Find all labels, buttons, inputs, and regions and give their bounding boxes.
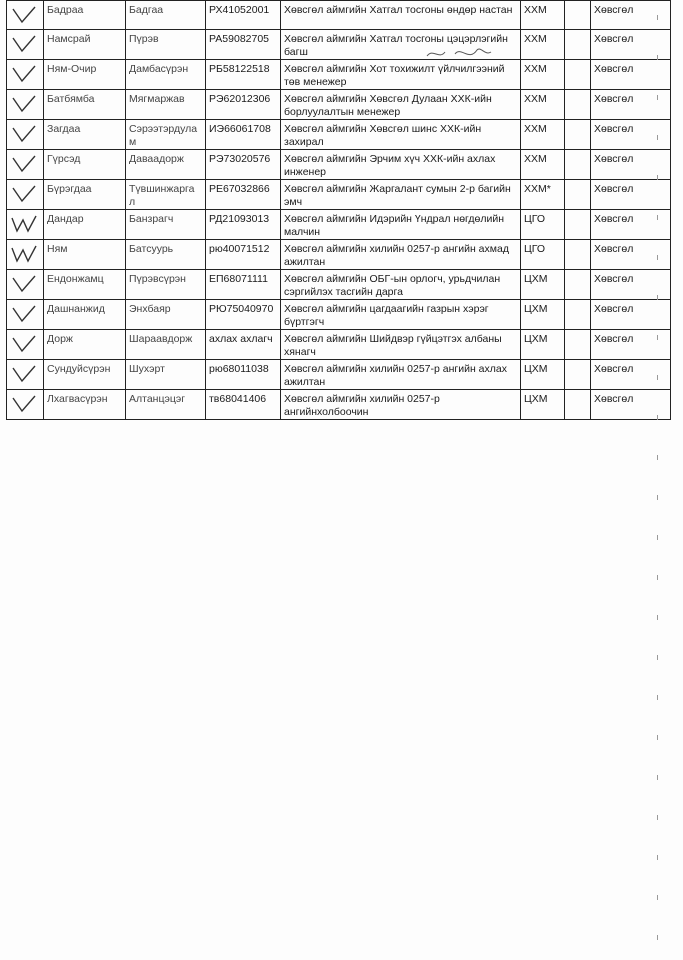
table-row: [7, 390, 671, 420]
check-mark-icon: [7, 390, 44, 420]
party-cell: ХХМ: [521, 30, 565, 60]
party-cell: ХХМ: [521, 60, 565, 90]
check-mark-icon: [7, 180, 44, 210]
registration-cell: РД21093013: [206, 210, 281, 240]
given-name-cell: Сэрээтэрдула м: [126, 120, 206, 150]
empty-cell: [565, 1, 591, 30]
surname-cell: Сундуйсүрэн: [44, 360, 126, 390]
party-cell: ХХМ: [521, 90, 565, 120]
table-row: [7, 240, 671, 270]
registration-cell: рю40071512: [206, 240, 281, 270]
table-row: [7, 180, 671, 210]
table-row: [7, 120, 671, 150]
empty-cell: [565, 210, 591, 240]
given-name-cell: Мягмаржав: [126, 90, 206, 120]
surname-cell: Ням-Очир: [44, 60, 126, 90]
registration-cell: рю68011038: [206, 360, 281, 390]
description-cell: Хөвсгөл аймгийн Хот тохижилт үйлчилгээний төв менежер: [281, 60, 521, 90]
table-row: [7, 90, 671, 120]
surname-cell: Дандар: [44, 210, 126, 240]
surname-cell: Загдаа: [44, 120, 126, 150]
surname-cell: Батбямба: [44, 90, 126, 120]
region-cell: Хөвсгөл: [591, 210, 671, 240]
description-cell: Хөвсгөл аймгийн Идэрийн Үндрал нөгдөлийн малчин: [281, 210, 521, 240]
registration-cell: РЭ73020576: [206, 150, 281, 180]
region-cell: Хөвсгөл: [591, 150, 671, 180]
surname-cell: Дорж: [44, 330, 126, 360]
surname-cell: Ендонжамц: [44, 270, 126, 300]
given-name-cell: Даваадорж: [126, 150, 206, 180]
page-edge-marks: [655, 15, 663, 945]
table-row: [7, 30, 671, 60]
handwritten-scribble: [425, 44, 495, 64]
given-name-cell: Пүрэвсүрэн: [126, 270, 206, 300]
party-cell: ХХМ: [521, 1, 565, 30]
party-cell: ЦХМ: [521, 360, 565, 390]
region-cell: Хөвсгөл: [591, 1, 671, 30]
check-mark-icon: [7, 30, 44, 60]
registration-cell: РХ41052001: [206, 1, 281, 30]
given-name-cell: Шухэрт: [126, 360, 206, 390]
empty-cell: [565, 240, 591, 270]
region-cell: Хөвсгөл: [591, 330, 671, 360]
check-mark-icon: [7, 210, 44, 240]
surname-cell: Бадраа: [44, 1, 126, 30]
given-name-cell: Энхбаяр: [126, 300, 206, 330]
region-cell: Хөвсгөл: [591, 390, 671, 420]
registration-cell: РЮ75040970: [206, 300, 281, 330]
check-mark-icon: [7, 90, 44, 120]
description-cell: Хөвсгөл аймгийн Хөвсгөл шинс ХХК-ийн захирал: [281, 120, 521, 150]
party-cell: ХХМ*: [521, 180, 565, 210]
given-name-cell: Түвшинжарга л: [126, 180, 206, 210]
description-cell: Хөвсгөл аймгийн цагдаагийн газрын хэрэг бүртгэгч: [281, 300, 521, 330]
table-row: [7, 330, 671, 360]
registration-cell: РЭ62012306: [206, 90, 281, 120]
check-mark-icon: [7, 300, 44, 330]
empty-cell: [565, 30, 591, 60]
description-cell: Хөвсгөл аймгийн Жаргалант сумын 2-р багийн эмч: [281, 180, 521, 210]
check-mark-icon: [7, 60, 44, 90]
registration-cell: РБ58122518: [206, 60, 281, 90]
given-name-cell: Дамбасүрэн: [126, 60, 206, 90]
empty-cell: [565, 90, 591, 120]
registration-cell: РА59082705: [206, 30, 281, 60]
check-mark-icon: [7, 1, 44, 30]
region-cell: Хөвсгөл: [591, 240, 671, 270]
region-cell: Хөвсгөл: [591, 300, 671, 330]
check-mark-icon: [7, 360, 44, 390]
table-row: [7, 1, 671, 30]
empty-cell: [565, 60, 591, 90]
description-cell: Хөвсгөл аймгийн хилийн 0257-р ангийн ахмад ажилтан: [281, 240, 521, 270]
description-cell: Хөвсгөл аймгийн Хөвсгөл Дулаан ХХК-ийн борлуулалтын менежер: [281, 90, 521, 120]
candidate-table: [6, 0, 671, 420]
registration-cell: ахлах ахлагч: [206, 330, 281, 360]
empty-cell: [565, 180, 591, 210]
surname-cell: Бүрэгдаа: [44, 180, 126, 210]
empty-cell: [565, 390, 591, 420]
party-cell: ЦГО: [521, 210, 565, 240]
given-name-cell: Пүрэв: [126, 30, 206, 60]
description-cell: Хөвсгөл аймгийн Хатгал тосгоны өндөр настан: [281, 1, 521, 30]
registration-cell: ИЭ66061708: [206, 120, 281, 150]
region-cell: Хөвсгөл: [591, 270, 671, 300]
check-mark-icon: [7, 120, 44, 150]
description-cell: Хөвсгөл аймгийн хилийн 0257-р ангийн ахлах ажилтан: [281, 360, 521, 390]
registration-cell: тв68041406: [206, 390, 281, 420]
party-cell: ЦГО: [521, 240, 565, 270]
table-row: [7, 300, 671, 330]
registration-cell: ЕП68071111: [206, 270, 281, 300]
party-cell: ЦХМ: [521, 330, 565, 360]
region-cell: Хөвсгөл: [591, 120, 671, 150]
party-cell: ЦХМ: [521, 300, 565, 330]
table-body: [7, 1, 671, 420]
check-mark-icon: [7, 240, 44, 270]
check-mark-icon: [7, 330, 44, 360]
region-cell: Хөвсгөл: [591, 180, 671, 210]
region-cell: Хөвсгөл: [591, 90, 671, 120]
registration-cell: РЕ67032866: [206, 180, 281, 210]
surname-cell: Ням: [44, 240, 126, 270]
given-name-cell: Банзрагч: [126, 210, 206, 240]
party-cell: ХХМ: [521, 120, 565, 150]
check-mark-icon: [7, 270, 44, 300]
party-cell: ЦХМ: [521, 270, 565, 300]
description-cell: Хөвсгөл аймгийн ОБГ-ын орлогч, урьдчилан сэргийлэх тасгийн дарга: [281, 270, 521, 300]
party-cell: ХХМ: [521, 150, 565, 180]
empty-cell: [565, 120, 591, 150]
given-name-cell: Бадгаа: [126, 1, 206, 30]
empty-cell: [565, 270, 591, 300]
surname-cell: Лхагвасүрэн: [44, 390, 126, 420]
check-mark-icon: [7, 150, 44, 180]
empty-cell: [565, 360, 591, 390]
surname-cell: Намсрай: [44, 30, 126, 60]
region-cell: Хөвсгөл: [591, 360, 671, 390]
empty-cell: [565, 330, 591, 360]
description-cell: Хөвсгөл аймгийн Хатгал тосгоны цэцэрлэгийн багш: [281, 30, 521, 60]
description-cell: Хөвсгөл аймгийн хилийн 0257-р ангийнхолбоочин: [281, 390, 521, 420]
region-cell: Хөвсгөл: [591, 30, 671, 60]
given-name-cell: Алтанцэцэг: [126, 390, 206, 420]
given-name-cell: Батсуурь: [126, 240, 206, 270]
surname-cell: Дашнанжид: [44, 300, 126, 330]
surname-cell: Гүрсэд: [44, 150, 126, 180]
given-name-cell: Шараавдорж: [126, 330, 206, 360]
table-row: [7, 270, 671, 300]
empty-cell: [565, 300, 591, 330]
table-row: [7, 150, 671, 180]
region-cell: Хөвсгөл: [591, 60, 671, 90]
description-cell: Хөвсгөл аймгийн Шийдвэр гүйцэтгэх албаны хянагч: [281, 330, 521, 360]
party-cell: ЦХМ: [521, 390, 565, 420]
description-cell: Хөвсгөл аймгийн Эрчим хүч ХХК-ийн ахлах инженер: [281, 150, 521, 180]
table-row: [7, 360, 671, 390]
table-row: [7, 60, 671, 90]
table-row: [7, 210, 671, 240]
empty-cell: [565, 150, 591, 180]
